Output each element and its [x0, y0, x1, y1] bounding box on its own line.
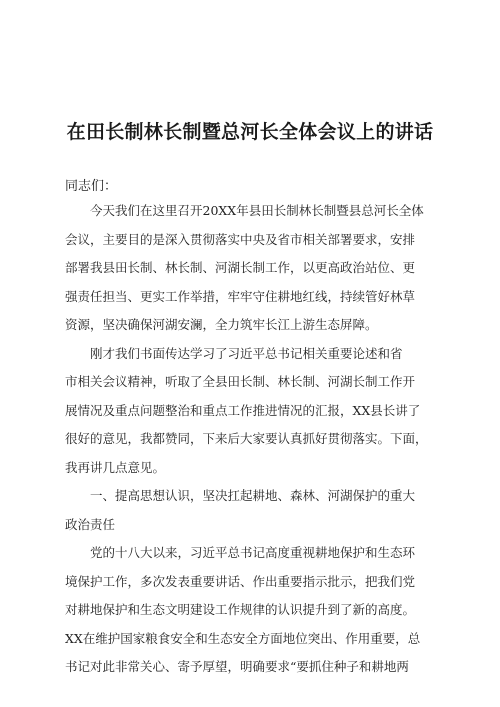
body-line: 市相关会议精神，听取了全县田长制、林长制、河湖长制工作开 — [65, 374, 416, 389]
body-line: 书记对此非常关心、寄予厚望，明确要求“要抓住种子和耕地两 — [65, 659, 409, 674]
body-line: XX在维护国家粮食安全和生态安全方面地位突出、作用重要，总 — [65, 630, 421, 646]
body-line: 很好的意见，我都赞同，下来后大家要认真抓好贯彻落实。下面， — [65, 431, 428, 446]
body-line: 展情况及重点问题整治和重点工作推进情况的汇报，XX县长讲了 — [65, 402, 421, 418]
body-line: 部署我县田长制、林长制、河湖长制工作，以更高政治站位、更 — [65, 260, 416, 275]
body-line: 境保护工作，多次发表重要讲话、作出重要指示批示，把我们党 — [65, 573, 416, 589]
body-line: 刚才我们书面传达学习了习近平总书记相关重要论述和省 — [90, 345, 403, 361]
body-line: 一、提高思想认识，坚决扛起耕地、森林、河湖保护的重大 — [90, 488, 416, 503]
body-line: 强责任担当、更实工作举措，牢牢守住耕地红线，持续管好林草 — [65, 288, 416, 304]
document-title: 在田长制林长制暨总河长全体会议上的讲话 — [66, 121, 434, 143]
body-line: 会议，主要目的是深入贯彻落实中央及省市相关部署要求，安排 — [65, 231, 416, 247]
salutation: 同志们： — [65, 179, 118, 194]
body-line: 今天我们在这里召开20XX年县田长制林长制暨县总河长全体 — [90, 203, 424, 218]
body-line: 政治责任 — [65, 516, 116, 532]
body-line: 对耕地保护和生态文明建设工作规律的认识提升到了新的高度。 — [65, 602, 416, 617]
body-line: 党的十八大以来，习近平总书记高度重视耕地保护和生态环 — [90, 545, 416, 560]
body-line: 我再讲几点意见。 — [65, 459, 166, 475]
body-text — [65, 200, 445, 685]
body-line: 资源，坚决确保河湖安澜，全力筑牢长江上游生态屏障。 — [65, 317, 378, 332]
